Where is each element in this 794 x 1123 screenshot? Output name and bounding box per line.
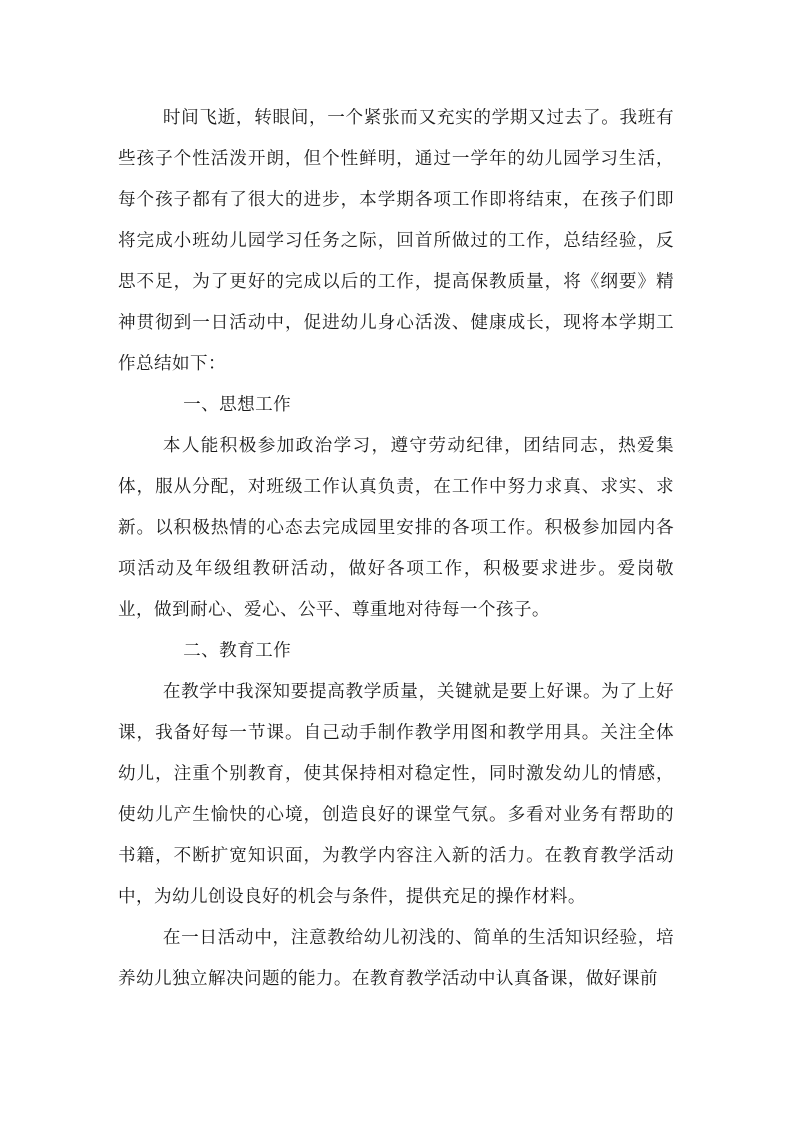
education-work-paragraph-1: 在教学中我深知要提高教学质量，关键就是要上好课。为了上好课，我备好每一节课。自己动手制作教学用图和教学用具。关注全体幼儿，注重个别教育，使其保持相对稳定性，同时激发幼儿的情感，使幼儿产生愉快的心境，创造良好的课堂气氛。多看对业务有帮助的书籍，不断扩宽知识面，为教学内容注入新的活力。在教育教学活动中，为幼儿创设良好的机会与条件，提供充足的操作材料。: [118, 682, 674, 907]
intro-paragraph: 时间飞逝，转眼间，一个紧张而又充实的学期又过去了。我班有些孩子个性活泼开朗，但个性鲜明，通过一学年的幼儿园学习生活，每个孩子都有了很大的进步，本学期各项工作即将结束，在孩子们即将完成小班幼儿园学习任务之际，回首所做过的工作，总结经验，反思不足，为了更好的完成以后的工作，提高保教质量，将《纲要》精神贯彻到一日活动中，促进幼儿身心活泼、健康成长，现将本学期工作总结如下：: [118, 108, 674, 374]
education-work-paragraph-2: 在一日活动中，注意教给幼儿初浅的、简单的生活知识经验，培养幼儿独立解决问题的能力。在教育教学活动中认真备课，做好课前: [118, 928, 674, 989]
section-heading-thought-work: 一、思想工作: [183, 395, 292, 415]
section-heading-education-work: 二、教育工作: [183, 641, 292, 661]
thought-work-paragraph: 本人能积极参加政治学习，遵守劳动纪律，团结同志，热爱集体，服从分配，对班级工作认真负责，在工作中努力求真、求实、求新。以积极热情的心态去完成园里安排的各项工作。积极参加园内各项活动及年级组教研活动，做好各项工作，积极要求进步。爱岗敬业，做到耐心、爱心、公平、尊重地对待每一个孩子。: [118, 436, 674, 620]
document-page: [118, 98, 674, 1000]
